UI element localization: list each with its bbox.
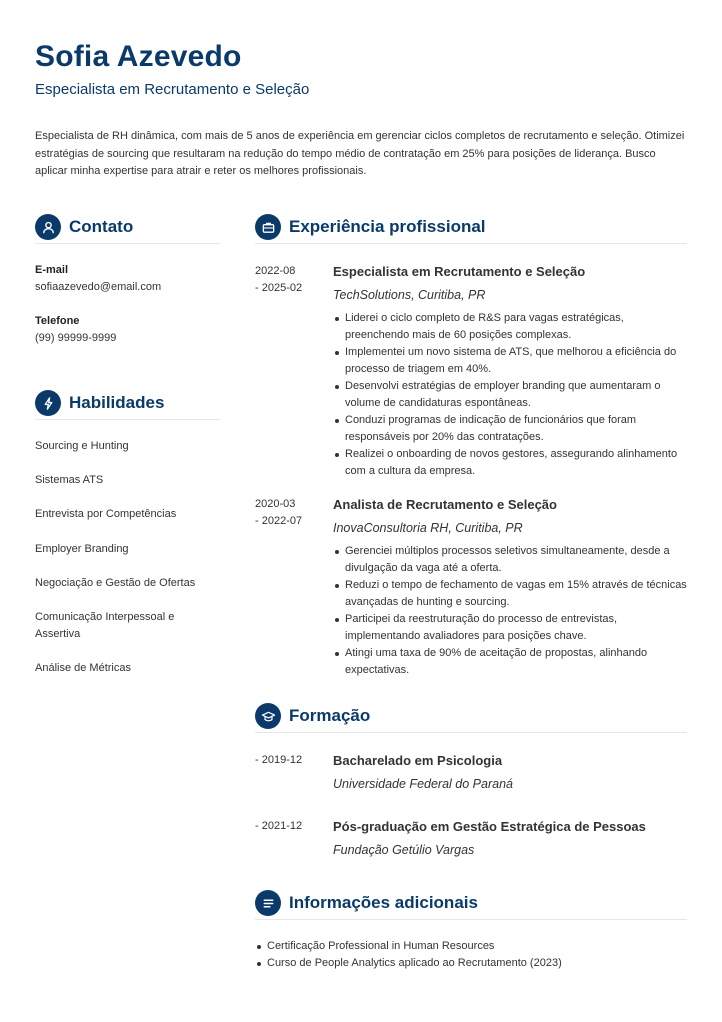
- job-title: Analista de Recrutamento e Seleção: [333, 497, 557, 512]
- job-end-date: - 2025-02: [255, 282, 303, 294]
- email-value[interactable]: sofiaazevedo@email.com: [35, 281, 162, 293]
- job-end-date: - 2022-07: [255, 515, 303, 527]
- skills-divider: [35, 419, 220, 420]
- additional-item: Curso de People Analytics aplicado ao Recrutamento (2023): [255, 955, 685, 972]
- job-bullet-list: [333, 310, 688, 480]
- skill-item: Comunicação Interpessoal e Assertiva: [35, 611, 175, 640]
- candidate-name: Sofia Azevedo: [35, 40, 242, 73]
- education-divider: [255, 732, 687, 733]
- job-bullet: Liderei o ciclo completo de R&S para vagas estratégicas, preenchendo mais de 60 posições complexas.: [333, 310, 688, 344]
- skill-item: Sourcing e Hunting: [35, 440, 129, 452]
- contact-section-header: [35, 214, 133, 240]
- education-date: - 2019-12: [255, 754, 303, 766]
- job-bullet: Gerenciei múltiplos processos seletivos simultaneamente, desde a divulgação da vaga até a oferta.: [333, 543, 688, 577]
- contact-divider: [35, 243, 220, 244]
- job-bullet: Conduzi programas de indicação de funcionários que foram responsáveis por 20% das contratações.: [333, 412, 688, 446]
- job-bullet: Participei da reestruturação do processo de entrevistas, implementando avaliadores para posições chave.: [333, 611, 688, 645]
- additional-section-header: [255, 890, 478, 916]
- skills-section-header: [35, 390, 164, 416]
- job-bullet: Implementei um novo sistema de ATS, que melhorou a eficiência do processo de triagem em 40%.: [333, 344, 688, 378]
- list-icon: [255, 890, 281, 916]
- education-section-header: [255, 703, 370, 729]
- contact-title: Contato: [69, 217, 134, 236]
- skill-item: Employer Branding: [35, 543, 129, 555]
- graduation-cap-icon: [255, 703, 281, 729]
- email-label: E-mail: [35, 264, 69, 276]
- job-start-date: 2022-08: [255, 265, 296, 277]
- job-title: Especialista em Recrutamento e Seleção: [333, 264, 586, 279]
- job-bullet: Realizei o onboarding de novos gestores, assegurando alinhamento com a cultura da empresa.: [333, 446, 688, 480]
- education-date: - 2021-12: [255, 820, 303, 832]
- experience-divider: [255, 243, 687, 244]
- additional-divider: [255, 919, 687, 920]
- candidate-role: Especialista em Recrutamento e Seleção: [35, 81, 310, 98]
- profile-summary: Especialista de RH dinâmica, com mais de 5 anos de experiência em gerenciar ciclos completos de recrutamento e seleção. Otimizei estratégias de sourcing que resultaram na redução do tempo médio de contratação em 25% para posições de liderança. Busco aplicar minha expertise para atrair e reter os melhores profissionais.: [35, 130, 685, 177]
- phone-value[interactable]: (99) 99999-9999: [35, 332, 117, 344]
- experience-title: Experiência profissional: [289, 217, 486, 236]
- job-company: InovaConsultoria RH, Curitiba, PR: [333, 521, 523, 535]
- skills-title: Habilidades: [69, 393, 165, 412]
- user-icon: [35, 214, 61, 240]
- job-bullet: Atingi uma taxa de 90% de aceitação de propostas, alinhando expectativas.: [333, 645, 688, 679]
- education-degree: Bacharelado em Psicologia: [333, 753, 503, 768]
- skill-item: Análise de Métricas: [35, 662, 131, 674]
- job-bullet: Reduzi o tempo de fechamento de vagas em 15% através de técnicas avançadas de hunting e sourcing.: [333, 577, 688, 611]
- briefcase-icon: [255, 214, 281, 240]
- job-start-date: 2020-03: [255, 498, 296, 510]
- education-degree: Pós-graduação em Gestão Estratégica de Pessoas: [333, 819, 646, 834]
- skill-item: Entrevista por Competências: [35, 508, 177, 520]
- phone-label: Telefone: [35, 315, 80, 327]
- additional-item: Certificação Professional in Human Resources: [255, 938, 685, 955]
- education-school: Fundação Getúlio Vargas: [333, 843, 475, 857]
- job-bullet-list: [333, 543, 688, 679]
- skill-item: Sistemas ATS: [35, 474, 104, 486]
- additional-list: [255, 938, 685, 972]
- education-title: Formação: [289, 706, 371, 725]
- education-school: Universidade Federal do Paraná: [333, 777, 513, 791]
- job-company: TechSolutions, Curitiba, PR: [333, 288, 486, 302]
- experience-section-header: [255, 214, 486, 240]
- additional-title: Informações adicionais: [289, 893, 478, 912]
- skill-item: Negociação e Gestão de Ofertas: [35, 577, 196, 589]
- lightning-icon: [35, 390, 61, 416]
- job-bullet: Desenvolvi estratégias de employer branding que aumentaram o volume de candidaturas espontâneas.: [333, 378, 688, 412]
